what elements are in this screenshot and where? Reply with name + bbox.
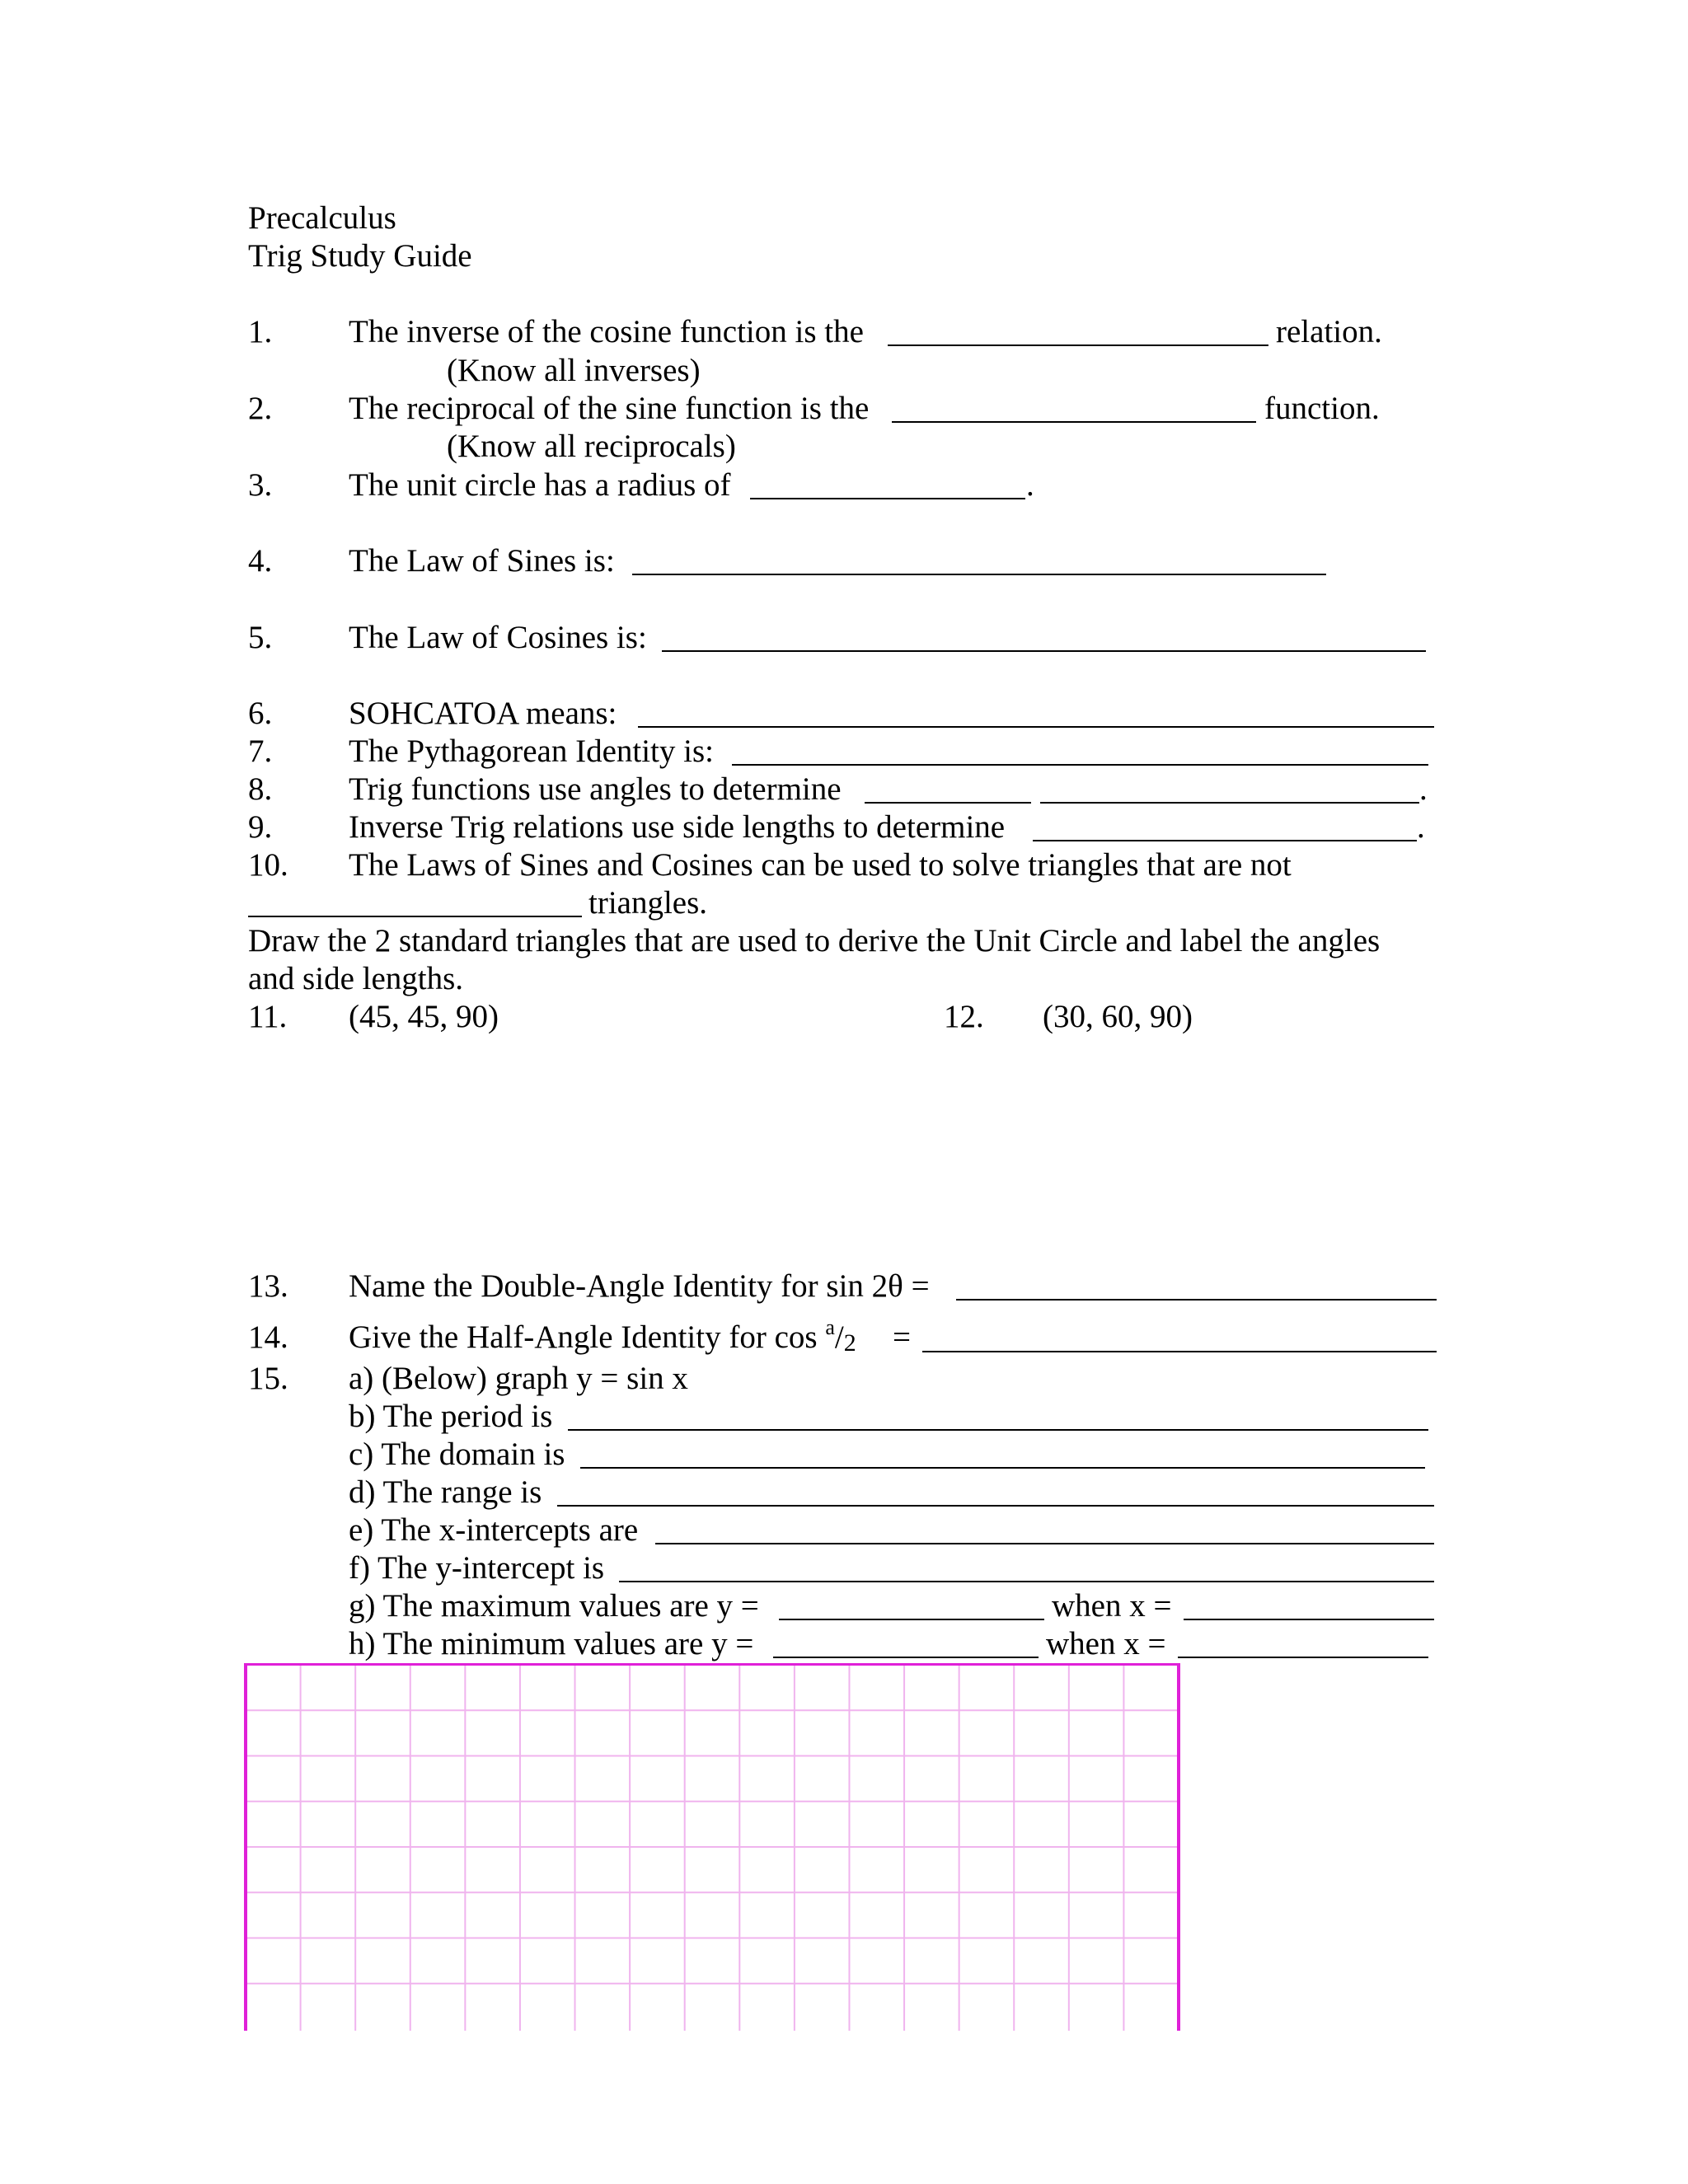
answer-blank[interactable] xyxy=(638,726,1434,728)
question-part-when: when x = xyxy=(1046,1626,1166,1661)
fraction-denominator: 2 xyxy=(843,1329,856,1357)
answer-blank[interactable] xyxy=(1178,1657,1428,1658)
question-part: b) The period is xyxy=(349,1399,553,1434)
answer-blank[interactable] xyxy=(1184,1619,1434,1620)
question-text: The Laws of Sines and Cosines can be used to solve triangles that are not xyxy=(349,847,1292,883)
question-part: h) The minimum values are y = xyxy=(349,1626,754,1661)
question-note: (Know all reciprocals) xyxy=(447,429,736,464)
answer-blank[interactable] xyxy=(922,1351,1437,1352)
question-text: Trig functions use angles to determine xyxy=(349,771,842,807)
question-part: g) The maximum values are y = xyxy=(349,1588,759,1624)
question-text: The inverse of the cosine function is the xyxy=(349,314,864,349)
question-text: Inverse Trig relations use side lengths to determine xyxy=(349,809,1006,845)
answer-blank[interactable] xyxy=(773,1657,1039,1658)
answer-blank[interactable] xyxy=(865,802,1031,804)
answer-blank[interactable] xyxy=(619,1581,1434,1582)
answer-blank[interactable] xyxy=(892,421,1256,423)
question-text-after: . xyxy=(1026,467,1034,503)
question-part: f) The y-intercept is xyxy=(349,1550,605,1586)
question-number: 12. xyxy=(944,999,984,1034)
question-text-after: function. xyxy=(1264,391,1380,426)
answer-blank[interactable] xyxy=(580,1467,1425,1469)
question-number: 3. xyxy=(248,467,273,503)
question-text: The Pythagorean Identity is: xyxy=(349,733,714,769)
answer-blank[interactable] xyxy=(779,1619,1044,1620)
question-text: The Law of Sines is: xyxy=(349,543,615,579)
question-part: c) The domain is xyxy=(349,1436,565,1472)
question-text: The unit circle has a radius of xyxy=(349,467,731,503)
question-number: 11. xyxy=(248,999,288,1034)
question-part: d) The range is xyxy=(349,1474,542,1510)
question-part: e) The x-intercepts are xyxy=(349,1512,639,1548)
question-text: Name the Double-Angle Identity for sin 2θ = xyxy=(349,1268,930,1304)
question-part-when: when x = xyxy=(1052,1588,1172,1624)
answer-blank[interactable] xyxy=(1033,840,1417,841)
answer-blank[interactable] xyxy=(888,344,1268,346)
answer-blank[interactable] xyxy=(557,1505,1434,1507)
question-text-after: . xyxy=(1419,771,1428,807)
question-number: 9. xyxy=(248,809,273,845)
question-number: 8. xyxy=(248,771,273,807)
answer-blank[interactable] xyxy=(1040,802,1419,804)
question-text: (45, 45, 90) xyxy=(349,999,499,1034)
question-text xyxy=(349,1315,856,1360)
answer-blank[interactable] xyxy=(655,1543,1434,1544)
question-number: 2. xyxy=(248,391,273,426)
answer-blank[interactable] xyxy=(248,916,582,917)
question-text: (30, 60, 90) xyxy=(1043,999,1193,1034)
answer-blank[interactable] xyxy=(750,498,1025,499)
question-part: a) (Below) graph y = sin x xyxy=(349,1361,688,1396)
answer-blank[interactable] xyxy=(568,1429,1428,1431)
fraction-numerator: a xyxy=(825,1315,835,1339)
question-number: 15. xyxy=(248,1361,288,1396)
question-number: 1. xyxy=(248,314,273,349)
question-text-after: relation. xyxy=(1276,314,1382,349)
draw-instruction: Draw the 2 standard triangles that are used to derive the Unit Circle and label the angles xyxy=(248,923,1381,958)
answer-blank[interactable] xyxy=(632,574,1326,575)
draw-instruction: and side lengths. xyxy=(248,961,464,996)
answer-blank[interactable] xyxy=(956,1299,1437,1301)
fraction-slash: / xyxy=(834,1319,844,1355)
question-text-after: . xyxy=(1417,809,1425,845)
question-note: (Know all inverses) xyxy=(447,353,701,388)
question-text-main: Give the Half-Angle Identity for cos xyxy=(349,1319,818,1355)
graph-paper-grid[interactable] xyxy=(244,1663,1180,2031)
course-title: Precalculus xyxy=(248,200,396,236)
question-number: 4. xyxy=(248,543,273,579)
question-text: The reciprocal of the sine function is the xyxy=(349,391,870,426)
equals-sign: = xyxy=(893,1319,911,1355)
question-text-after: triangles. xyxy=(588,885,708,921)
question-number: 5. xyxy=(248,620,273,655)
question-text: The Law of Cosines is: xyxy=(349,620,647,655)
page-title: Trig Study Guide xyxy=(248,238,472,274)
question-number: 6. xyxy=(248,696,273,731)
question-number: 7. xyxy=(248,733,273,769)
answer-blank[interactable] xyxy=(732,764,1428,766)
question-text: SOHCATOA means: xyxy=(349,696,617,731)
question-number: 10. xyxy=(248,847,288,883)
question-number: 14. xyxy=(248,1319,288,1355)
answer-blank[interactable] xyxy=(662,650,1426,652)
question-number: 13. xyxy=(248,1268,288,1304)
